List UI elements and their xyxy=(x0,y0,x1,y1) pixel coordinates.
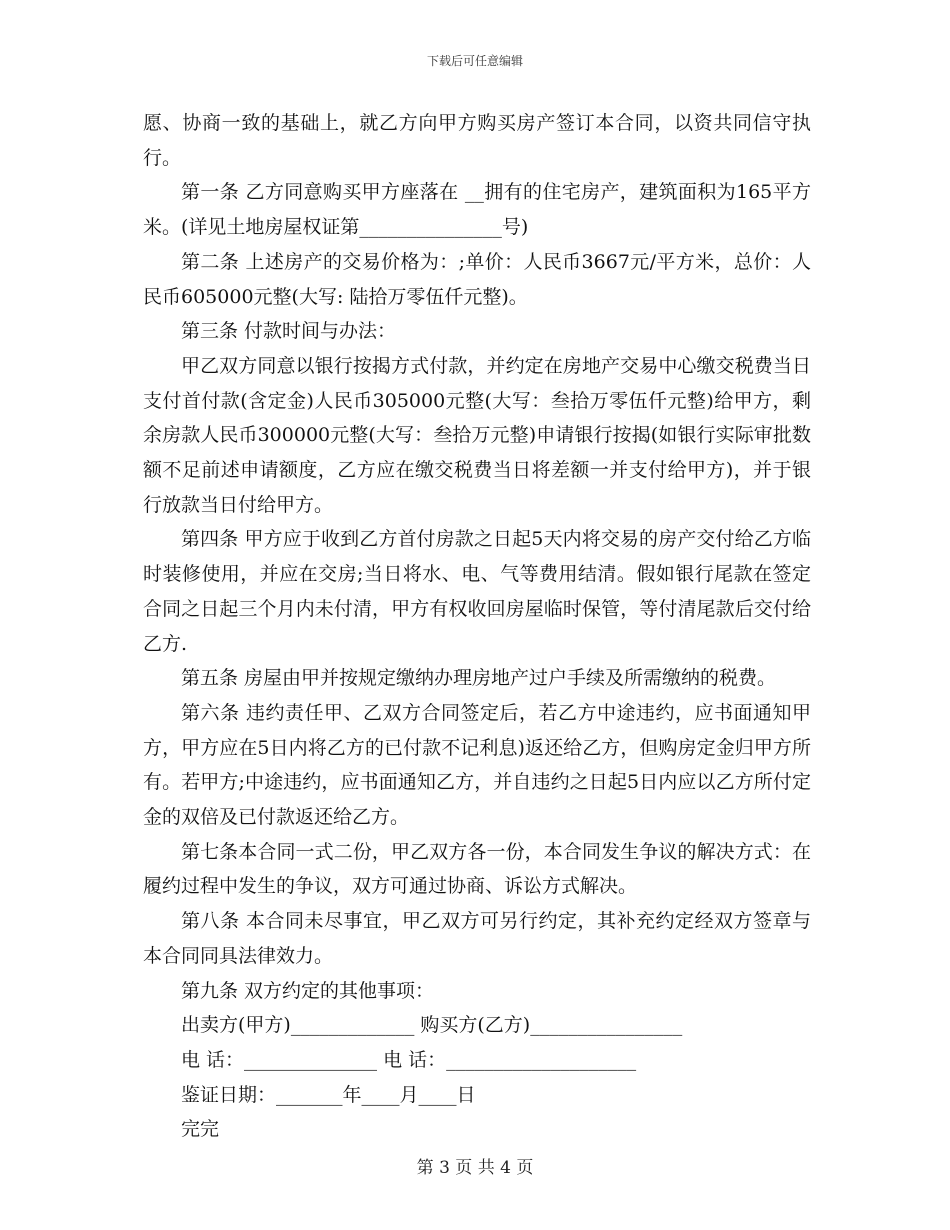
clause-9: 第九条 双方约定的其他事项： xyxy=(181,979,435,1002)
clause-2: 第二条 上述房产的交易价格为：;单价：人民币3667元/平方米，总价：人民币605000元整(大写: 陆拾万零伍仟元整)。 xyxy=(143,250,811,308)
paragraph-intro: 愿、协商一致的基础上，就乙方向甲方购买房产签订本合同，以资共同信守执行。 xyxy=(143,112,811,169)
page-footer: 第 3 页 共 4 页 xyxy=(416,1158,534,1178)
page-header: 下载后可任意编辑 xyxy=(426,54,523,68)
document-body xyxy=(143,106,811,1147)
signature-seller-buyer-line: 出卖方(甲方)_____________ 购买方(乙方)________________ xyxy=(181,1014,683,1037)
clause-1: 第一条 乙方同意购买甲方座落在 __拥有的住宅房产，建筑面积为165平方米。(详见土地房屋权证第_______________号) xyxy=(143,181,811,239)
signature-date-line: 鉴证日期：_______年____月____日 xyxy=(181,1083,476,1106)
clause-7: 第七条本合同一式二份，甲乙双方各一份，本合同发生争议的解决方式：在履约过程中发生的争议，双方可通过协商、诉讼方式解决。 xyxy=(143,840,811,898)
signature-phone-line: 电 话：______________ 电 话：____________________ xyxy=(181,1048,637,1071)
clause-6: 第六条 违约责任甲、乙双方合同签定后，若乙方中途违约，应书面通知甲方，甲方应在5日内将乙方的已付款不记利息)返还给乙方，但购房定金归甲方所有。若甲方;中途违约，应书面通知乙方，并自违约之日起5日内应以乙方所付定金的双倍及已付款返还给乙方。 xyxy=(143,701,811,829)
clause-8: 第八条 本合同未尽事宜，甲乙双方可另行约定，其补充约定经双方签章与本合同同具法律效力。 xyxy=(143,910,811,967)
clause-3-body: 甲乙双方同意以银行按揭方式付款，并约定在房地产交易中心缴交税费当日支付首付款(含定金)人民币305000元整(大写：叁拾万零伍仟元整)给甲方，剩余房款人民币300000元整(大写：叁拾万元整)申请银行按揭(如银行实际审批数额不足前述申请额度，乙方应在缴交税费当日将差额一并支付给甲方)，并于银行放款当日付给甲方。 xyxy=(143,354,811,516)
clause-5: 第五条 房屋由甲并按规定缴纳办理房地产过户手续及所需缴纳的税费。 xyxy=(181,667,777,690)
clause-4: 第四条 甲方应于收到乙方首付房款之日起5天内将交易的房产交付给乙方临时装修使用，并应在交房;当日将水、电、气等费用结清。假如银行尾款在签定合同之日起三个月内未付清，甲方有权收回房屋临时保管，等付清尾款后交付给乙方. xyxy=(143,528,811,655)
end-mark: 完完 xyxy=(181,1118,220,1141)
clause-3-title: 第三条 付款时间与办法： xyxy=(181,320,397,343)
